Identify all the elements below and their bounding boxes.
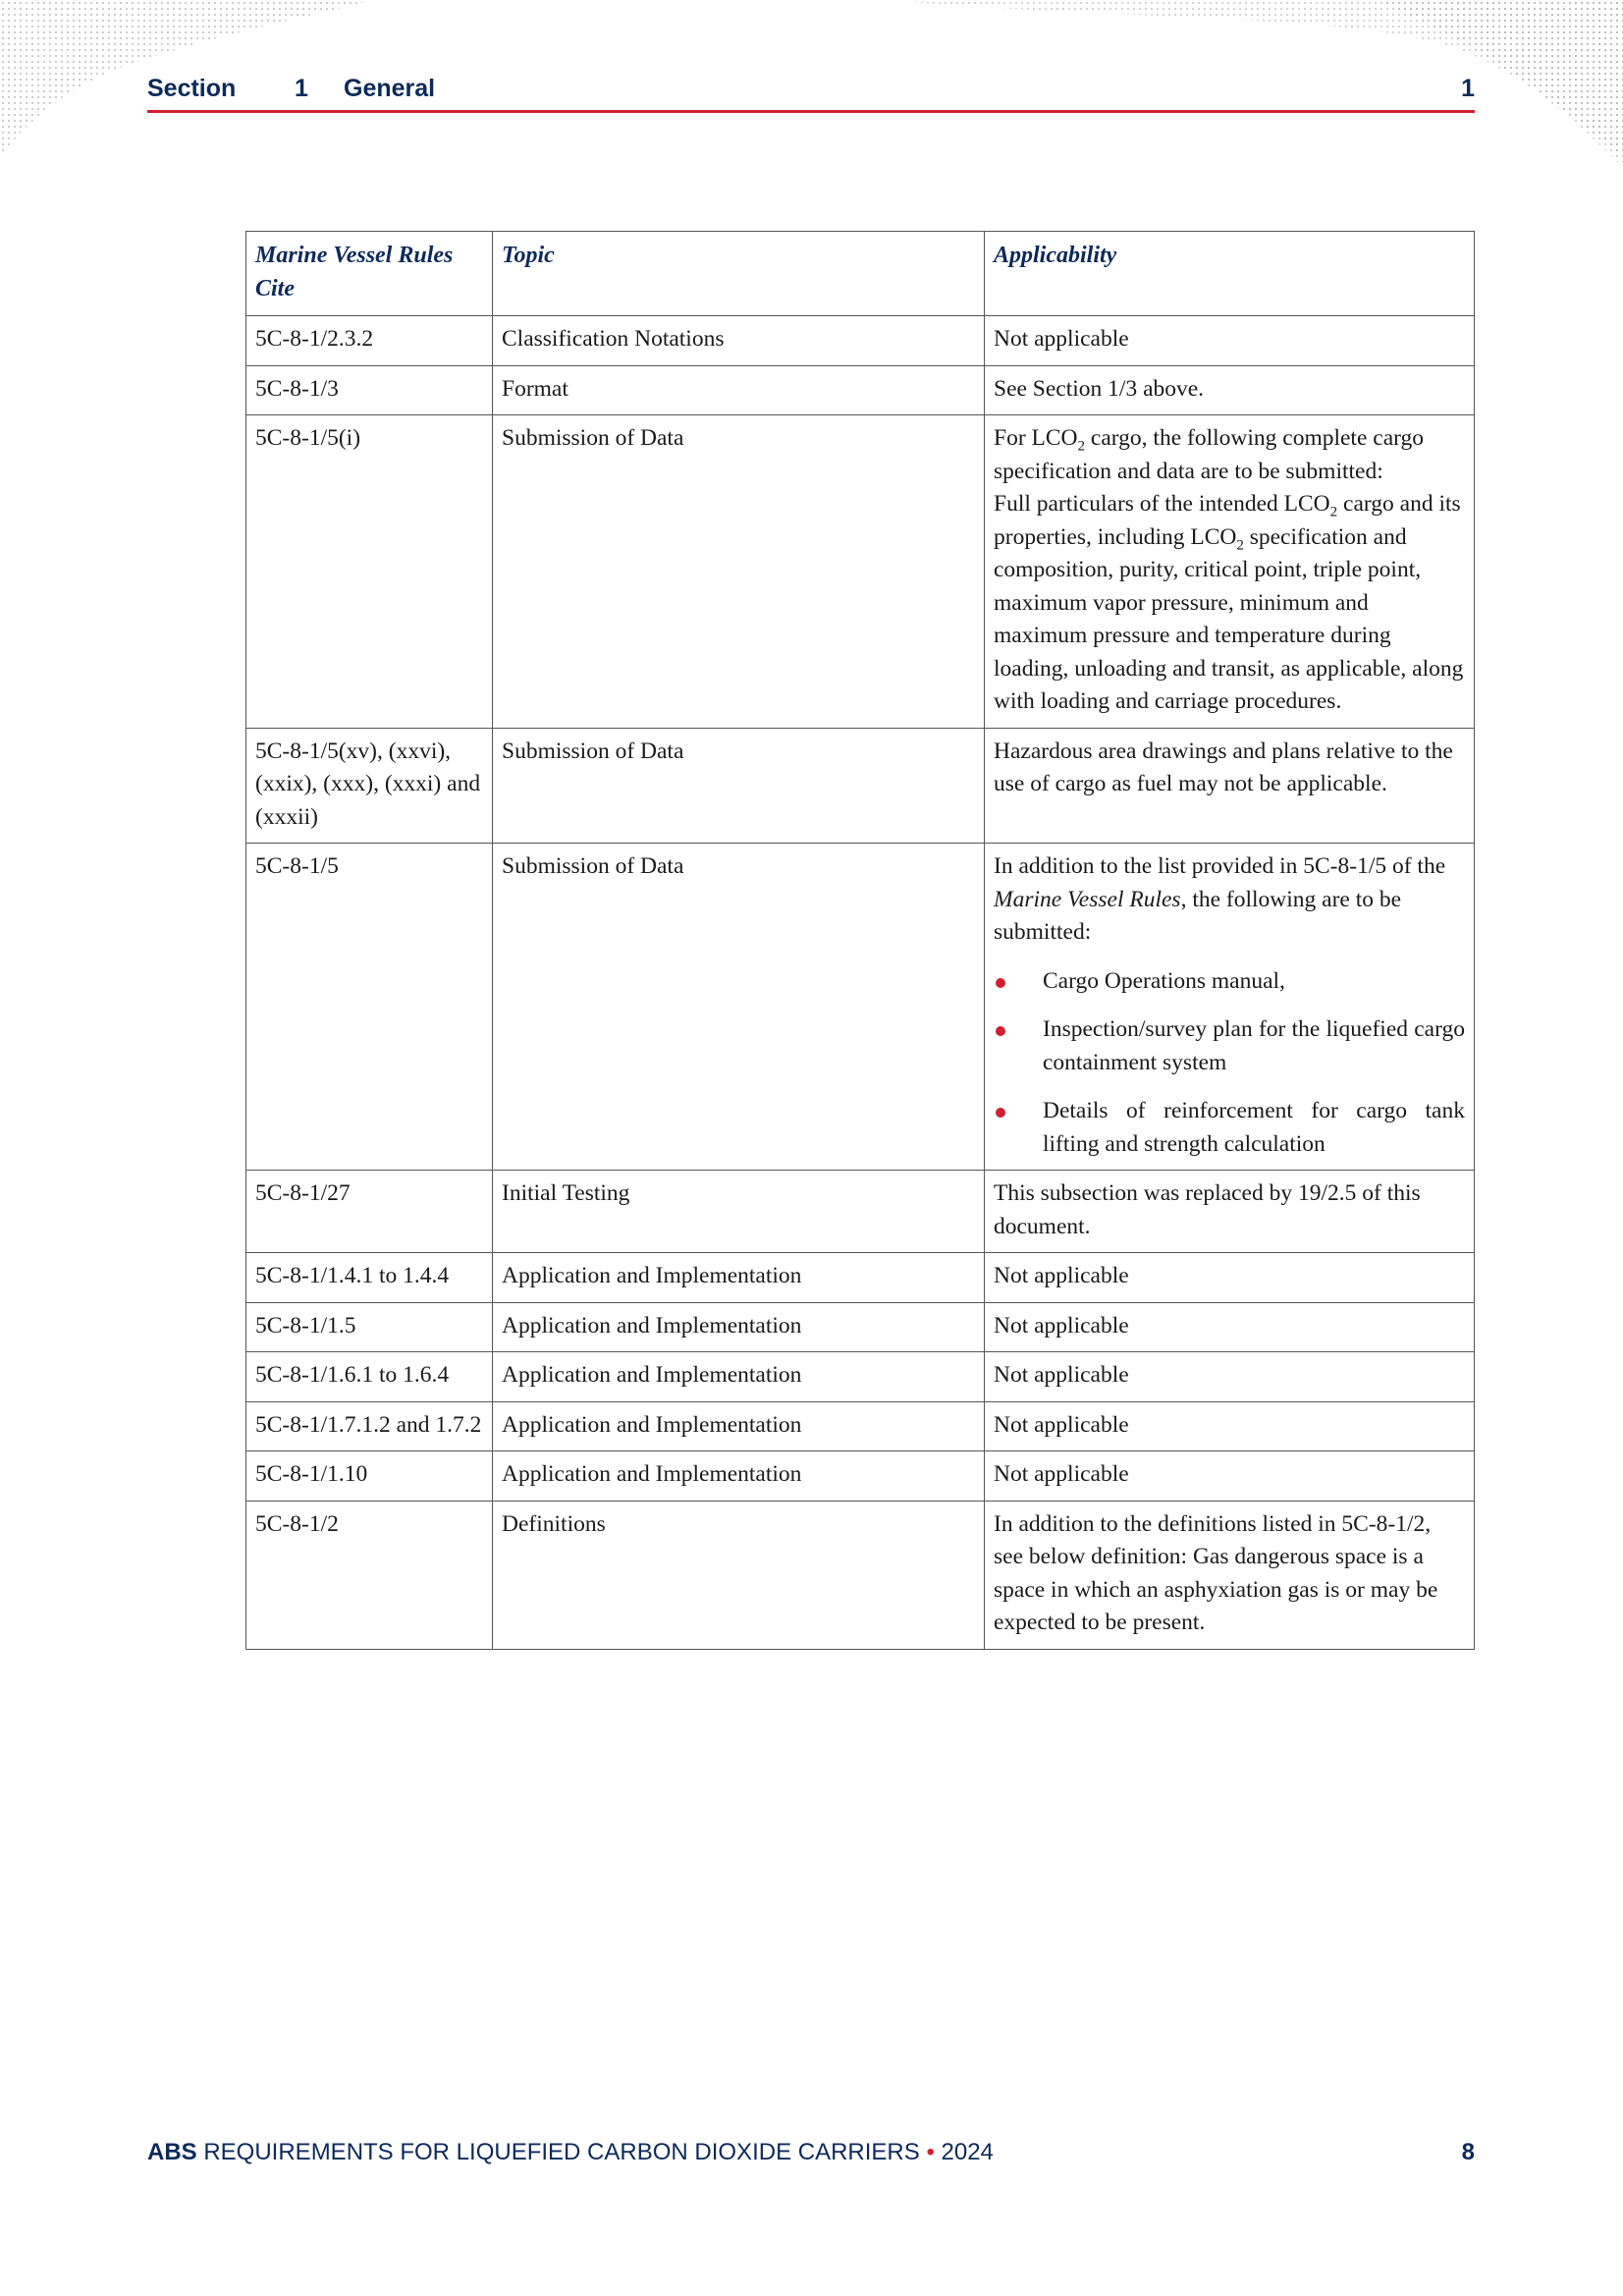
topic-cell: Application and Implementation — [493, 1352, 985, 1402]
topic-cell: Format — [493, 365, 985, 415]
table-row — [246, 415, 1475, 729]
applicability-paragraph: For $LCO_2$ cargo, the following complete cargo specification and data are to be submitted: — [994, 425, 1425, 484]
applicability-cell: Hazardous area drawings and plans relative to the use of cargo as fuel may not be applicable. — [985, 728, 1475, 844]
applicability-cell: Not applicable — [985, 1401, 1475, 1451]
topic-cell: Submission of Data — [493, 844, 985, 1171]
table-row — [246, 1302, 1475, 1352]
table-row — [246, 316, 1475, 366]
cite-cell: 5C-8-1/1.5 — [246, 1302, 493, 1352]
section-label: Section — [147, 75, 237, 102]
cite-cell: 5C-8-1/1.6.1 to 1.6.4 — [246, 1352, 493, 1402]
applicability-cell: In addition to the definitions listed in 5C-8-1/2, see below definition: Gas dangerous space is a space in which an asphyxiation gas is or may be expected to be present. — [985, 1501, 1475, 1649]
topic-cell: Application and Implementation — [493, 1302, 985, 1352]
topic-cell: Application and Implementation — [493, 1401, 985, 1451]
brand-logo-text: ABS — [147, 2139, 197, 2165]
submission-list — [994, 965, 1465, 1162]
header-applicability: Applicability — [985, 232, 1475, 316]
topic-cell: Submission of Data — [493, 415, 985, 729]
table-row — [246, 728, 1475, 844]
cite-cell: 5C-8-1/5 — [246, 844, 493, 1171]
bullet-icon — [996, 1026, 1005, 1036]
applicability-intro: In addition to the list provided in 5C-8-1/5 of the Marine Vessel Rules, the following are to be submitted: — [994, 853, 1446, 945]
table-row — [246, 1451, 1475, 1502]
list-item: Cargo Operations manual, — [994, 965, 1465, 999]
topic-cell: Definitions — [493, 1501, 985, 1649]
footer-bullet: • — [926, 2139, 935, 2165]
applicability-paragraph: Full particulars of the intended $LCO_2$ cargo and its properties, including $LCO_2$ specification and composition, purity, critical point, triple point, maximum vapor pressure, minimum and maximum pressure and temperature during loading, unloading and transit, as applicable, along with loading and carriage procedures. — [994, 491, 1464, 714]
applicability-cell: Not applicable — [985, 1451, 1475, 1502]
applicability-cell: This subsection was replaced by 19/2.5 of this document. — [985, 1171, 1475, 1253]
topic-cell: Submission of Data — [493, 728, 985, 844]
section-number: 1 — [295, 75, 308, 102]
cite-cell: 5C-8-1/27 — [246, 1171, 493, 1253]
cite-cell: 5C-8-1/5(xv), (xxvi), (xxix), (xxx), (xxxi) and (xxxii) — [246, 728, 493, 844]
cite-cell: 5C-8-1/3 — [246, 365, 493, 415]
list-item: Inspection/survey plan for the liquefied cargo containment system — [994, 1013, 1465, 1079]
table-header-row — [246, 232, 1475, 316]
cite-cell: 5C-8-1/2.3.2 — [246, 316, 493, 366]
table-row — [246, 1253, 1475, 1303]
page-header — [147, 75, 1475, 114]
header-topic: Topic — [493, 232, 985, 316]
bullet-icon — [996, 1108, 1005, 1118]
table-row — [246, 844, 1475, 1171]
footer-title: ABS REQUIREMENTS FOR LIQUEFIED CARBON DIOXIDE CARRIERS • 2024 — [147, 2139, 994, 2165]
cite-cell: 5C-8-1/1.4.1 to 1.4.4 — [246, 1253, 493, 1303]
table-row — [246, 1171, 1475, 1253]
section-title: General — [344, 75, 436, 102]
table-row — [246, 1401, 1475, 1451]
table-row — [246, 1501, 1475, 1649]
cite-cell: 5C-8-1/1.10 — [246, 1451, 493, 1502]
header-cite: Marine Vessel Rules Cite — [246, 232, 493, 316]
cite-cell: 5C-8-1/1.7.1.2 and 1.7.2 — [246, 1401, 493, 1451]
footer-page-number: 8 — [1461, 2139, 1475, 2165]
table-row — [246, 1352, 1475, 1402]
topic-cell: Initial Testing — [493, 1171, 985, 1253]
applicability-cell — [985, 415, 1475, 729]
applicability-cell: Not applicable — [985, 316, 1475, 366]
bullet-icon — [996, 978, 1005, 988]
page-footer — [147, 2139, 1475, 2174]
list-item: Details of reinforcement for cargo tank lifting and strength calculation — [994, 1095, 1465, 1161]
cite-cell: 5C-8-1/2 — [246, 1501, 493, 1649]
applicability-cell: Not applicable — [985, 1352, 1475, 1402]
topic-cell: Application and Implementation — [493, 1451, 985, 1502]
table-row — [246, 365, 1475, 415]
applicability-table — [245, 231, 1475, 1650]
cite-cell: 5C-8-1/5(i) — [246, 415, 493, 729]
header-divider — [147, 110, 1475, 113]
header-page-number: 1 — [1461, 75, 1475, 102]
applicability-cell — [985, 844, 1475, 1171]
topic-cell: Application and Implementation — [493, 1253, 985, 1303]
topic-cell: Classification Notations — [493, 316, 985, 366]
applicability-cell: See Section 1/3 above. — [985, 365, 1475, 415]
applicability-cell: Not applicable — [985, 1302, 1475, 1352]
applicability-cell: Not applicable — [985, 1253, 1475, 1303]
